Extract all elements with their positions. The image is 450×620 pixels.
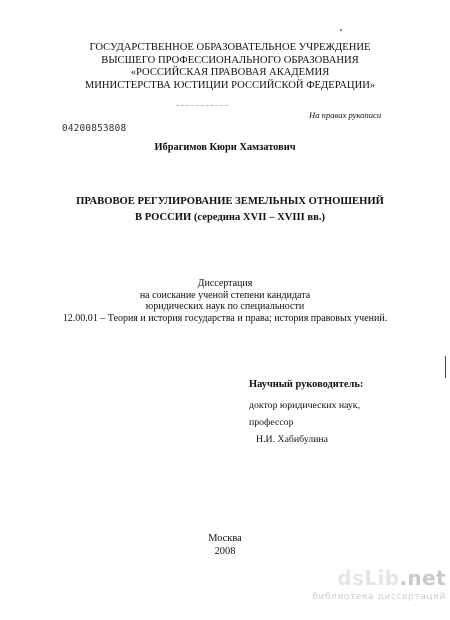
institution-line-2: ВЫСШЕГО ПРОФЕССИОНАЛЬНОГО ОБРАЗОВАНИЯ	[101, 54, 359, 66]
watermark-tagline: библиотека диссертаций	[312, 592, 446, 602]
city: Москва	[208, 533, 242, 544]
supervisor-name: Н.И. Хабибулина	[256, 434, 328, 445]
rights-note: На правах рукописи	[309, 110, 382, 120]
catalog-number: 04200853808	[62, 123, 127, 134]
description-line-1: Диссертация	[197, 278, 253, 289]
description-line-3: юридических наук по специальности	[145, 301, 305, 313]
dissertation-description	[0, 278, 450, 324]
institution-line-1: ГОСУДАРСТВЕННОЕ ОБРАЗОВАТЕЛЬНОЕ УЧРЕЖДЕНИЕ	[89, 42, 371, 53]
description-line-4: 12.00.01 – Теория и история государства и права; история правовых учений.	[62, 312, 388, 324]
place-and-year	[0, 533, 450, 558]
title-line-2: В РОССИИ (середина XVII – XVIII вв.)	[134, 212, 326, 223]
watermark-brand	[337, 566, 446, 590]
supervisor-label: Научный руководитель:	[249, 379, 364, 390]
faint-scan-line	[176, 105, 228, 106]
institution-line-4: МИНИСТЕРСТВА ЮСТИЦИИ РОССИЙСКОЙ ФЕДЕРАЦИИ»	[84, 79, 376, 91]
dissertation-title	[40, 194, 420, 226]
supervisor-degree: доктор юридических наук,	[249, 400, 361, 411]
institution-line-3: «РОССИЙСКАЯ ПРАВОВАЯ АКАДЕМИЯ	[130, 67, 330, 78]
supervisor-details	[249, 397, 360, 448]
supervisor-rank: профессор	[249, 417, 294, 428]
institution-header	[40, 42, 420, 92]
year: 2008	[214, 545, 236, 557]
watermark-brand-b: .net	[399, 566, 446, 590]
description-line-2: на соискание ученой степени кандидата	[139, 289, 311, 301]
margin-mark	[445, 356, 446, 378]
scan-speck	[340, 29, 342, 31]
author-name: Ибрагимов Кюри Хамзатович	[154, 142, 296, 153]
watermark-brand-a: dsLib	[337, 566, 400, 590]
title-line-1: ПРАВОВОЕ РЕГУЛИРОВАНИЕ ЗЕМЕЛЬНЫХ ОТНОШЕНИЙ	[76, 196, 384, 207]
